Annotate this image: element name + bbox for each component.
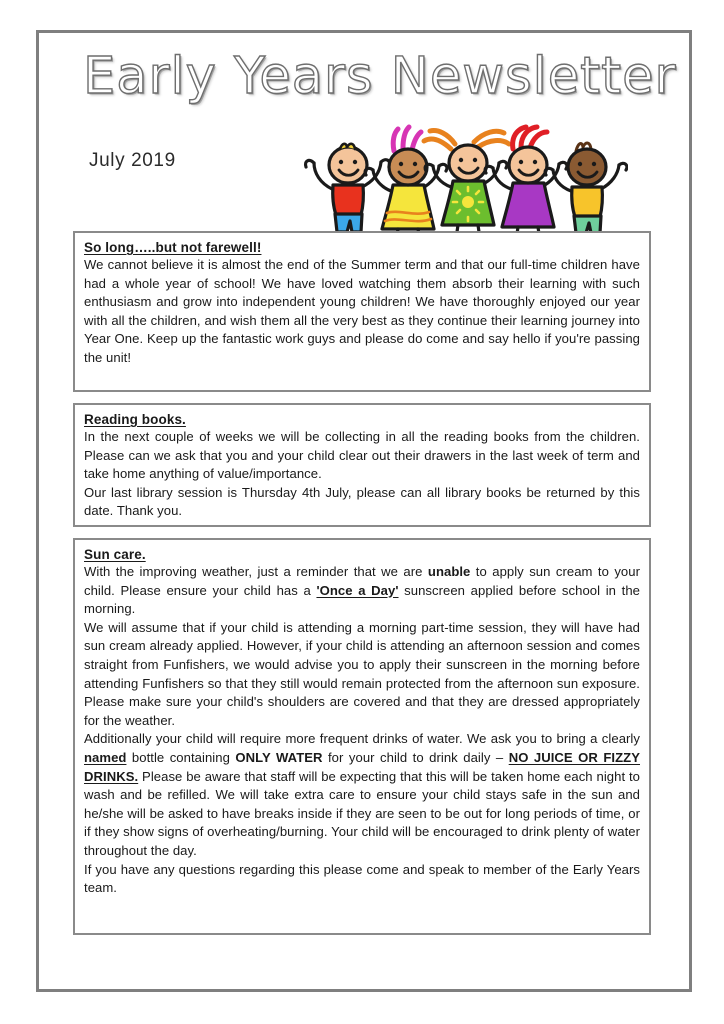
newsletter-header — [39, 33, 689, 223]
paragraph: Additionally your child will require more frequent drinks of water. We ask you to bring a clearly named bottle containing ONLY WATER for your child to drink daily – NO JUICE OR FIZZY DRINKS. Please be aware that staff will be expecting that this will be taken home each night to wash and be refilled. We will take extra care to ensure your child stays safe in the sun and he/she will be asked to have breaks inside if they are seen to be out for long periods of time, or if they show signs of overheating/burning. Your child will be encouraged to drink plenty of water throughout the day. — [84, 731, 640, 858]
page-title: Early Years Newsletter — [83, 47, 677, 106]
paragraph: In the next couple of weeks we will be collecting in all the reading books from the children. Please can we ask that you and your child clear out their drawers in the last week of term and take home anything of value/importance. — [84, 429, 640, 482]
section-sun-care — [73, 538, 651, 935]
section-heading-farewell: So long…..but not farewell! — [84, 240, 262, 255]
paragraph: If you have any questions regarding this please come and speak to member of the Early Years team. — [84, 861, 640, 896]
issue-date: July 2019 — [89, 150, 176, 171]
paragraph: Our last library session is Thursday 4th July, please can all library books be returned by this date. Thank you. — [84, 484, 640, 519]
section-reading-books — [73, 403, 651, 527]
section-body-reading-books — [84, 428, 640, 521]
paragraph: With the improving weather, just a reminder that we are unable to apply sun cream to your child. Please ensure your child has a 'Once a Day' sunscreen applied before school in the morning. — [84, 564, 641, 617]
section-body-farewell — [84, 256, 640, 368]
paragraph: We will assume that if your child is attending a morning part-time session, they will have had sun cream already applied. However, if your child is attending an afternoon session and comes straight from Funfishers, we would advise you to apply their sunscreen in the morning before attending Funfishers so that they still would remain protected from the afternoon sun exposure. Please make sure your child's shoulders are covered and that they are dressed appropriately for the weather. — [84, 619, 640, 728]
section-heading-sun-care: Sun care. — [84, 547, 146, 562]
paragraph: We cannot believe it is almost the end of the Summer term and that our full-time children have had a whole year of school! We have loved watching them absorb their learning with such enthusiasm and grow into independent young children! We have thoroughly enjoyed our year with all the children, and wish them all the very best as they continue their learning journey into Year One. Keep up the fantastic work guys and please do come and say hello if you're passing the unit! — [84, 257, 640, 365]
section-heading-reading-books: Reading books. — [84, 412, 186, 427]
section-body-sun-care — [84, 563, 640, 898]
section-farewell — [73, 231, 651, 392]
